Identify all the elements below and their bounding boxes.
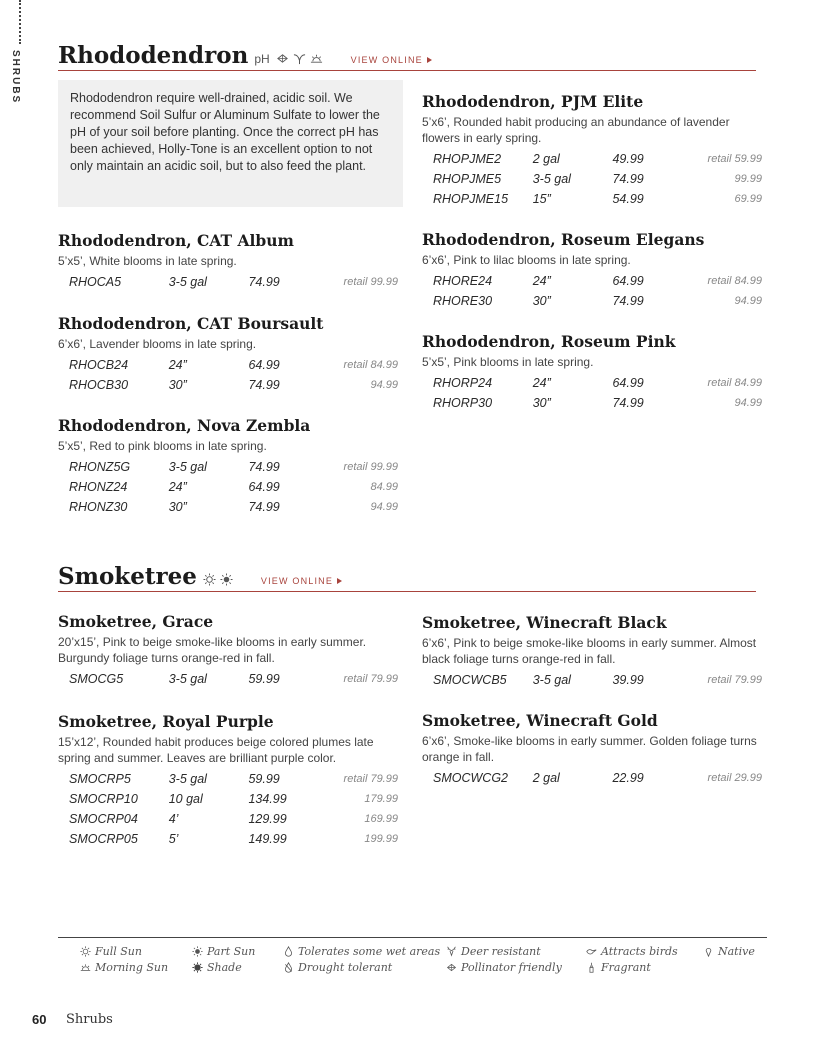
product-name: Smoketree, Winecraft Gold — [422, 711, 658, 730]
smoketree-view-online-link[interactable] — [261, 576, 342, 586]
price: 74.99 — [248, 500, 280, 514]
price-row — [422, 271, 762, 291]
price-row — [422, 149, 762, 169]
size: 3-5 gal — [168, 672, 207, 686]
price-rows — [422, 149, 762, 209]
pollinator-icon — [276, 52, 289, 65]
sku: SMOCRP10 — [69, 792, 138, 806]
side-tab-label: SHRUBS — [10, 50, 21, 105]
price: 149.99 — [248, 832, 287, 846]
legend-label: Full Sun — [95, 944, 142, 958]
size: 5’ — [168, 832, 179, 846]
price-rows — [422, 768, 762, 788]
legend-item — [703, 943, 755, 959]
retail-price: 94.99 — [370, 501, 398, 513]
price: 64.99 — [612, 376, 644, 390]
product-description: 6’x6’, Pink to beige smoke-like blooms in early summer. Almost black foliage turns orange-red in fall. — [422, 636, 757, 666]
sku: SMOCRP05 — [69, 832, 138, 846]
price-row — [58, 272, 398, 292]
page-section-name: Shrubs — [66, 1012, 113, 1027]
legend-label: Drought tolerant — [298, 960, 393, 974]
legend-label: Tolerates some wet areas — [298, 944, 441, 958]
retail-price: retail 84.99 — [707, 377, 762, 389]
rhododendron-icons — [276, 52, 323, 65]
price: 74.99 — [612, 294, 644, 308]
product-description: 20’x15’, Pink to beige smoke-like blooms in early summer. Burgundy foliage turns orange-red in fall. — [58, 635, 367, 665]
legend-column-birds — [586, 943, 678, 975]
retail-price: 199.99 — [364, 833, 398, 845]
rhododendron-section-header — [58, 42, 756, 71]
size: 30” — [168, 500, 187, 514]
page-number: 60 — [32, 1012, 47, 1027]
sku: RHONZ5G — [69, 460, 131, 474]
full-sun-icon — [80, 946, 91, 957]
sku: RHOCA5 — [69, 275, 122, 289]
shade-icon — [192, 962, 203, 973]
legend-item — [192, 959, 255, 975]
product-description: 6’x6’, Lavender blooms in late spring. — [58, 337, 257, 351]
retail-price: 94.99 — [734, 295, 762, 307]
legend-item — [80, 943, 168, 959]
retail-price: 99.99 — [734, 173, 762, 185]
legend-item — [446, 959, 562, 975]
price: 129.99 — [248, 812, 287, 826]
product-name: Rhododendron, CAT Album — [58, 231, 294, 250]
legend-column-part-sun — [192, 943, 255, 975]
legend-item — [446, 943, 562, 959]
arrow-right-icon — [427, 57, 432, 63]
product-description: 6’x6’, Pink to lilac blooms in late spring. — [422, 253, 631, 267]
price-row — [422, 291, 762, 311]
legend-item — [586, 959, 678, 975]
retail-price: 94.99 — [370, 379, 398, 391]
price-row — [58, 497, 398, 517]
section-title-rhododendron: Rhododendron — [58, 42, 249, 69]
size: 30” — [532, 294, 551, 308]
legend-label: Native — [718, 944, 755, 958]
price: 49.99 — [612, 152, 644, 166]
price-rows — [422, 373, 762, 413]
side-tab-dots — [19, 0, 21, 44]
deer-icon — [446, 946, 457, 957]
side-tab — [4, 0, 28, 110]
legend-column-sun — [80, 943, 168, 975]
size: 24” — [168, 480, 187, 494]
retail-price: retail 79.99 — [343, 673, 398, 685]
price-row — [58, 355, 398, 375]
price-rows — [58, 355, 398, 395]
pollinator-icon — [446, 962, 457, 973]
price: 64.99 — [248, 358, 280, 372]
price: 22.99 — [612, 771, 644, 785]
product-description: 5’x6’, Rounded habit producing an abundance of lavender flowers in early spring. — [422, 115, 730, 145]
price-row — [422, 768, 762, 788]
price-row — [58, 789, 398, 809]
size: 30” — [532, 396, 551, 410]
price-row — [58, 375, 398, 395]
ph-label: pH — [254, 52, 270, 66]
product-description: 15’x12’, Rounded habit produces beige colored plumes late spring and summer. Leaves are brilliant purple color. — [58, 735, 374, 765]
product-description: 5’x5’, White blooms in late spring. — [58, 254, 237, 268]
price-row — [422, 670, 762, 690]
legend-column-water — [283, 943, 440, 975]
price-row — [422, 373, 762, 393]
product-rhododendron-roseum-elegans — [422, 230, 762, 311]
legend-label: Morning Sun — [95, 960, 169, 974]
product-name: Rhododendron, Nova Zembla — [58, 416, 311, 435]
morning-sun-icon — [80, 962, 91, 973]
size: 24” — [168, 358, 187, 372]
size: 3-5 gal — [532, 172, 571, 186]
rhododendron-view-online-link[interactable] — [351, 55, 432, 65]
smoketree-section-header — [58, 563, 756, 592]
section-title-smoketree: Smoketree — [58, 563, 197, 590]
legend-label: Fragrant — [601, 960, 651, 974]
price: 64.99 — [612, 274, 644, 288]
sku: RHORP30 — [433, 396, 493, 410]
price-row — [58, 669, 398, 689]
product-smoketree-winecraft-gold — [422, 711, 762, 788]
price: 74.99 — [612, 396, 644, 410]
price-row — [422, 393, 762, 413]
product-name: Smoketree, Winecraft Black — [422, 613, 667, 632]
product-rhododendron-roseum-pink — [422, 332, 762, 413]
price-row — [58, 769, 398, 789]
sku: RHONZ24 — [69, 480, 128, 494]
price-row — [58, 809, 398, 829]
footer-divider — [58, 937, 767, 938]
product-smoketree-grace — [58, 612, 398, 689]
price-row — [422, 189, 762, 209]
price: 74.99 — [248, 378, 280, 392]
size: 2 gal — [532, 152, 560, 166]
price: 74.99 — [248, 275, 280, 289]
wet-areas-icon — [283, 946, 294, 957]
arrow-right-icon — [337, 578, 342, 584]
sku: RHOPJME2 — [433, 152, 502, 166]
price-rows — [422, 670, 762, 690]
price-row — [58, 829, 398, 849]
price-rows — [58, 457, 398, 517]
sku: SMOCRP04 — [69, 812, 138, 826]
retail-price: retail 59.99 — [707, 153, 762, 165]
product-rhododendron-pjm-elite — [422, 92, 762, 209]
retail-price: 179.99 — [364, 793, 398, 805]
price-row — [58, 457, 398, 477]
product-description: 6’x6’, Smoke-like blooms in early summer. Golden foliage turns orange in fall. — [422, 734, 757, 764]
size: 4’ — [168, 812, 179, 826]
product-description: 5’x5’, Pink blooms in late spring. — [422, 355, 594, 369]
price: 134.99 — [248, 792, 287, 806]
product-name: Rhododendron, PJM Elite — [422, 92, 644, 111]
product-rhododendron-cat-boursault — [58, 314, 398, 395]
size: 10 gal — [168, 792, 203, 806]
size: 30” — [168, 378, 187, 392]
size: 2 gal — [532, 771, 560, 785]
sku: RHOCB24 — [69, 358, 129, 372]
retail-price: retail 99.99 — [343, 276, 398, 288]
product-name: Smoketree, Royal Purple — [58, 712, 274, 731]
retail-price: retail 84.99 — [707, 275, 762, 287]
part-sun-icon — [220, 573, 233, 586]
price: 59.99 — [248, 672, 280, 686]
sku: SMOCRP5 — [69, 772, 131, 786]
fragrant-icon — [586, 962, 597, 973]
legend-item — [283, 959, 440, 975]
price: 64.99 — [248, 480, 280, 494]
price: 74.99 — [612, 172, 644, 186]
price: 39.99 — [612, 673, 644, 687]
native-icon — [703, 946, 714, 957]
retail-price: 84.99 — [370, 481, 398, 493]
product-name: Rhododendron, CAT Boursault — [58, 314, 324, 333]
legend-label: Part Sun — [207, 944, 256, 958]
price-rows — [422, 271, 762, 311]
morning-sun-icon — [310, 52, 323, 65]
legend-label: Deer resistant — [461, 944, 541, 958]
size: 24” — [532, 376, 551, 390]
view-online-label: VIEW ONLINE — [260, 576, 334, 586]
size: 3-5 gal — [168, 460, 207, 474]
size: 3-5 gal — [168, 275, 207, 289]
drought-icon — [283, 962, 294, 973]
birds-icon — [586, 946, 597, 957]
product-rhododendron-cat-album — [58, 231, 398, 292]
full-sun-icon — [203, 573, 216, 586]
sku: SMOCWCB5 — [433, 673, 507, 687]
retail-price: 94.99 — [734, 397, 762, 409]
price: 74.99 — [248, 460, 280, 474]
price: 54.99 — [612, 192, 644, 206]
product-name: Rhododendron, Roseum Elegans — [422, 230, 705, 249]
price: 59.99 — [248, 772, 280, 786]
size: 24” — [532, 274, 551, 288]
legend-item — [192, 943, 255, 959]
smoketree-icons — [203, 573, 233, 586]
legend-item — [586, 943, 678, 959]
product-smoketree-winecraft-black — [422, 613, 762, 690]
view-online-label: VIEW ONLINE — [350, 55, 423, 65]
soil-note-box: Rhododendron require well-drained, acidic soil. We recommend Soil Sulfur or Aluminum Sulfate to lower the pH of your soil before planting. Once the correct pH has been achieved, Holly-Tone is an excellent option to not only maintain an acidic soil, but to also feed the plant. — [58, 80, 403, 207]
legend-column-wildlife — [446, 943, 562, 975]
sku: RHORE30 — [433, 294, 493, 308]
product-name: Rhododendron, Roseum Pink — [422, 332, 676, 351]
native-icon — [293, 52, 306, 65]
size: 3-5 gal — [168, 772, 207, 786]
legend-item — [80, 959, 168, 975]
legend-label: Shade — [207, 960, 242, 974]
legend-column-native — [703, 943, 755, 959]
product-smoketree-royal-purple — [58, 712, 398, 849]
price-rows — [58, 669, 398, 689]
part-sun-icon — [192, 946, 203, 957]
product-rhododendron-nova-zembla — [58, 416, 398, 517]
size: 3-5 gal — [532, 673, 571, 687]
retail-price: retail 79.99 — [343, 773, 398, 785]
retail-price: retail 29.99 — [707, 772, 762, 784]
size: 15” — [532, 192, 551, 206]
product-description: 5’x5’, Red to pink blooms in late spring. — [58, 439, 267, 453]
sku: RHOPJME15 — [433, 192, 509, 206]
sku: RHOCB30 — [69, 378, 129, 392]
retail-price: 169.99 — [364, 813, 398, 825]
sku: SMOCWCG2 — [433, 771, 508, 785]
price-row — [58, 477, 398, 497]
sku: SMOCG5 — [69, 672, 124, 686]
retail-price: 69.99 — [734, 193, 762, 205]
price-rows — [58, 272, 398, 292]
sku: RHORP24 — [433, 376, 493, 390]
price-row — [422, 169, 762, 189]
sku: RHONZ30 — [69, 500, 128, 514]
product-name: Smoketree, Grace — [58, 612, 214, 631]
legend-label: Pollinator friendly — [461, 960, 562, 974]
sku: RHORE24 — [433, 274, 493, 288]
retail-price: retail 84.99 — [343, 359, 398, 371]
retail-price: retail 99.99 — [343, 461, 398, 473]
price-rows — [58, 769, 398, 849]
sku: RHOPJME5 — [433, 172, 502, 186]
retail-price: retail 79.99 — [707, 674, 762, 686]
legend-item — [283, 943, 440, 959]
legend-label: Attracts birds — [601, 944, 678, 958]
